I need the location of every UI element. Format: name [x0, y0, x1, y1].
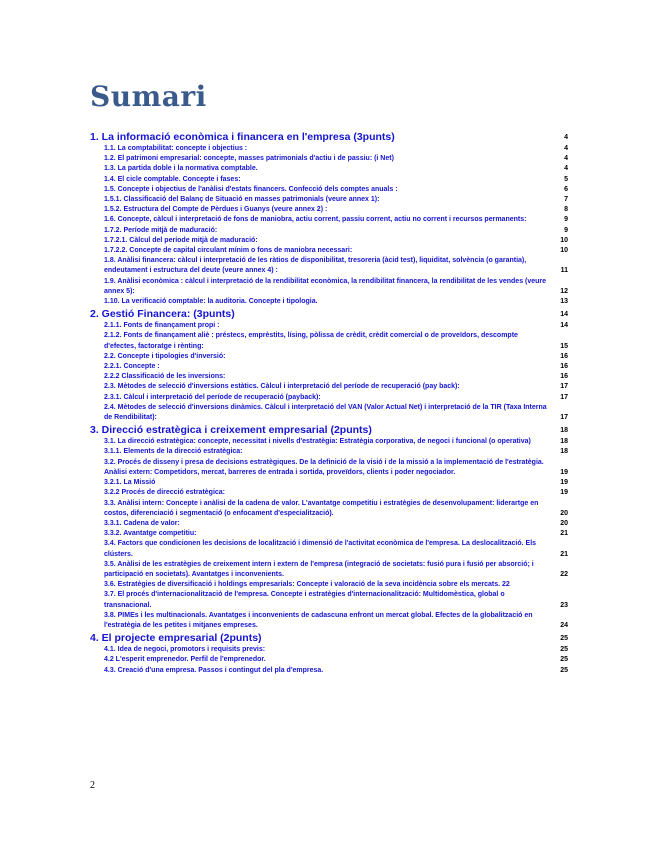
toc-entry[interactable] — [90, 499, 568, 519]
toc-entry[interactable] — [90, 154, 568, 164]
toc-entry-page: 10 — [560, 236, 568, 244]
toc-entry-page: 9 — [564, 216, 568, 224]
toc-entry-text: 4. El projecte empresarial (2punts) — [90, 632, 262, 645]
toc-entry-text: 1.5.2. Estructura del Compte de Pèrdues i Guanys (veure annex 2) : — [104, 206, 328, 214]
toc-entry-page: 20 — [560, 509, 568, 517]
toc-entry-text: 2.2. Concepte i tipologies d'inversió: — [104, 352, 226, 360]
toc-entry[interactable] — [90, 403, 568, 423]
toc-entry[interactable] — [90, 185, 568, 195]
toc-entry-text: 3.4. Factors que condicionen les decisions de localització i dimensió de l'activitat econòmica de l'empresa. La deslocalització. Els clústers. — [104, 540, 537, 558]
toc-entry-page: 21 — [560, 550, 568, 558]
toc-entry-text: 3.3.2. Avantatge competitiu: — [104, 530, 197, 538]
toc-entry-text: 3. Direcció estratègica i creixement empresarial (2punts) — [90, 424, 372, 437]
toc-entry[interactable] — [90, 632, 568, 645]
toc-entry[interactable] — [90, 488, 568, 498]
toc-entry[interactable] — [90, 580, 568, 590]
toc-entry-text: 3.1.1. Elements de la direcció estratègica: — [104, 448, 243, 456]
toc-entry-page: 23 — [560, 601, 568, 609]
toc-entry[interactable] — [90, 236, 568, 246]
toc-entry[interactable] — [90, 666, 568, 676]
toc-entry[interactable] — [90, 297, 568, 307]
toc-entry[interactable] — [90, 458, 568, 478]
toc-entry-page: 16 — [560, 352, 568, 360]
toc-entry[interactable] — [90, 478, 568, 488]
toc-entry[interactable] — [90, 529, 568, 539]
toc-entry[interactable] — [90, 331, 568, 351]
toc-entry[interactable] — [90, 382, 568, 392]
toc-entry[interactable] — [90, 611, 568, 631]
toc-entry[interactable] — [90, 560, 568, 580]
toc-entry-page: 19 — [560, 489, 568, 497]
toc-entry-page: 25 — [560, 635, 568, 643]
toc-entry-page: 17 — [560, 383, 568, 391]
toc-entry[interactable] — [90, 590, 568, 610]
toc-entry-text: 2.1.1. Fonts de finançament propi : — [104, 322, 220, 330]
toc-entry[interactable] — [90, 519, 568, 529]
toc-entry-page: 14 — [560, 322, 568, 330]
toc-entry-page: 4 — [564, 155, 568, 163]
toc-entry-text: 1.4. El cicle comptable. Concepte i fases: — [104, 175, 241, 183]
toc-entry[interactable] — [90, 277, 568, 297]
toc-entry[interactable] — [90, 393, 568, 403]
toc-entry[interactable] — [90, 195, 568, 205]
toc-entry-page: 4 — [564, 134, 568, 141]
toc-entry[interactable] — [90, 424, 568, 437]
toc-entry-text: 2.4. Mètodes de selecció d'inversions dinàmics. Càlcul i interpretació del VAN (Valor Actual Net) i interpretació de la TIR (Taxa Interna de Rendibilitat): — [104, 403, 547, 422]
toc-entry[interactable] — [90, 215, 568, 225]
toc-entry-page: 20 — [560, 519, 568, 527]
toc-entry[interactable] — [90, 164, 568, 174]
toc-entry-page: 4 — [564, 145, 568, 152]
toc-entry[interactable] — [90, 645, 568, 655]
toc-entry[interactable] — [90, 362, 568, 372]
toc-entry-text: 1. La informació econòmica i financera en l'empresa (3punts) — [90, 131, 395, 143]
toc-entry-text: 3.5. Anàlisi de les estratègies de creixement intern i extern de l'empresa (integració de societats: fusió pura i fusió per absorció; i participació en societats). Avantatges i inconvenients. — [104, 560, 534, 578]
toc-entry-page: 13 — [560, 298, 568, 306]
toc-entry-page: 18 — [560, 427, 568, 435]
toc-entry-page: 15 — [560, 342, 568, 350]
toc-entry-text: 4.1. Idea de negoci, promotors i requisits previs: — [104, 646, 266, 654]
toc-entry[interactable] — [90, 308, 568, 321]
toc-entry-text: 1.6. Concepte, càlcul i interpretació de fons de maniobra, actiu corrent, passiu corrent, actiu no corrent i recursos permanents: — [104, 216, 527, 224]
toc-entry-text: 2. Gestió Financera: (3punts) — [90, 308, 235, 321]
toc-entry[interactable] — [90, 539, 568, 559]
toc-entry-text: 3.8. PIMEs i les multinacionals. Avantatges i inconvenients de cadascuna enfront un mercat global. Efectes de la globalització en l'estratègia de les petites i mitjanes empreses. — [104, 611, 533, 629]
toc-entry[interactable] — [90, 144, 568, 154]
toc-entry-page: 12 — [560, 287, 568, 295]
toc-entry-page: 8 — [564, 206, 568, 214]
toc-entry-text: 1.5.1. Classificació del Balanç de Situació en masses patrimonials (veure annex 1): — [104, 196, 380, 204]
toc-entry-page: 25 — [560, 656, 568, 664]
toc-entry-page: 18 — [560, 448, 568, 456]
toc-entry[interactable] — [90, 131, 568, 144]
table-of-contents — [90, 130, 568, 676]
toc-entry-page: 19 — [560, 468, 568, 476]
toc-entry[interactable] — [90, 352, 568, 362]
toc-entry-page: 22 — [560, 570, 568, 578]
toc-entry-text: 3.3. Anàlisi intern: Concepte i anàlisi de la cadena de valor. L'avantatge competitiu i estratègies de desenvolupament: liderartge en costos, diferenciació i segmentació (o enfocament d'especialització). — [104, 499, 539, 517]
toc-entry-page: 24 — [560, 621, 568, 629]
toc-entry-page: 14 — [560, 311, 568, 319]
toc-entry-page: 9 — [564, 226, 568, 234]
toc-entry-text: 3.1. La direcció estratègica: concepte, necessitat i nivells d'estratègia: Estratègia corporativa, de negoci i funcional (o operativa) — [104, 438, 531, 446]
toc-entry[interactable] — [90, 226, 568, 236]
toc-entry-page: 6 — [564, 185, 568, 193]
toc-entry-text: 1.7.2.1. Càlcul del període mitjà de maduració: — [104, 236, 258, 244]
toc-entry-page: 18 — [560, 438, 568, 446]
toc-entry-text: 1.3. La partida doble i la normativa comptable. — [104, 165, 258, 173]
toc-entry-text: 1.5. Concepte i objectius de l'anàlisi d'estats financers. Confecció dels comptes anuals : — [104, 185, 398, 193]
toc-entry[interactable] — [90, 246, 568, 256]
toc-entry-page: 4 — [564, 165, 568, 173]
toc-entry-page: 21 — [560, 530, 568, 538]
toc-entry-text: 3.3.1. Cadena de valor: — [104, 519, 180, 527]
toc-entry-text: 1.7.2.2. Concepte de capital circulant mínim o fons de maniobra necessari: — [104, 247, 353, 255]
toc-entry-page: 16 — [560, 373, 568, 381]
toc-entry-text: 3.6. Estratègies de diversificació i holdings empresarials: Concepte i valoració de la seva incidència sobre els mercats. 22 — [104, 581, 510, 589]
toc-entry-page: 25 — [560, 666, 568, 674]
toc-entry-text: 3.2.1. La Missió — [104, 479, 156, 487]
toc-entry-text: 1.10. La verificació comptable: la auditoria. Concepte i tipologia. — [104, 298, 318, 306]
toc-entry[interactable] — [90, 321, 568, 331]
toc-entry-text: 1.7.2. Període mitjà de maduració: — [104, 226, 218, 234]
toc-entry-text: 1.1. La comptabilitat: concepte i objectius : — [104, 145, 248, 152]
toc-entry-page: 17 — [560, 393, 568, 401]
toc-entry-text: 3.2.2 Procés de direcció estratègica: — [104, 489, 226, 497]
toc-entry[interactable] — [90, 175, 568, 185]
toc-entry-text: 2.3.1. Càlcul i interpretació del període de recuperació (payback): — [104, 393, 321, 401]
toc-entry-text: 1.2. El patrimoni empresarial: concepte, masses patrimonials d'actiu i de passiu: (i Net) — [104, 155, 394, 163]
toc-entry-text: 2.3. Mètodes de selecció d'inversions estàtics. Càlcul i interpretació del període de recuperació (pay back): — [104, 383, 460, 391]
page-title: Sumari — [90, 80, 207, 113]
toc-entry[interactable] — [90, 256, 568, 276]
toc-entry-page: 19 — [560, 479, 568, 487]
toc-entry-text: 2.1.2. Fonts de finançament aliè : préstecs, emprèstits, lísing, pòlissa de crèdit, crèdit comercial o de proveïdors, descompte d'efectes, factoratge i rènting: — [104, 332, 518, 350]
toc-entry-text: 1.9. Anàlisi econòmica : càlcul i interpretació de la rendibilitat econòmica, la rendibilitat financera, la rendibilitat de les vendes (veure annex 5): — [104, 277, 547, 295]
toc-entry-text: 4.2 L'esperit emprenedor. Perfil de l'emprenedor. — [104, 656, 266, 664]
toc-entry-page: 16 — [560, 363, 568, 371]
toc-entry[interactable] — [90, 437, 568, 447]
toc-entry-page: 11 — [560, 267, 568, 275]
toc-entry-page: 17 — [560, 414, 568, 422]
toc-entry[interactable] — [90, 655, 568, 665]
toc-entry-text: 2.2.2 Classificació de les inversions: — [104, 373, 226, 381]
toc-entry-page: 7 — [564, 196, 568, 204]
toc-entry-text: 3.2. Procés de disseny i presa de decisions estratègiques. De la definició de la visió i de la missió a la implementació de l'estratègia. Anàlisi extern: Competidors, mercat, barreres de entrada i sortida, proveïdors, clients i poder negociador. — [104, 458, 544, 476]
toc-entry-page: 25 — [560, 646, 568, 654]
toc-entry-text: 3.7. El procés d'internacionalització de l'empresa. Concepte i estratègies d'internacionalització: Multidomèstica, global o transnacional. — [104, 591, 505, 609]
toc-entry-text: 1.8. Anàlisi financera: càlcul i interpretació de les ràtios de disponibilitat, tresoreria (àcid test), liquiditat, solvència (o garantia), endeutament i estructura del deute (veure annex 4) : — [104, 257, 527, 275]
toc-entry[interactable] — [90, 447, 568, 457]
toc-entry-text: 2.2.1. Concepte : — [104, 363, 160, 371]
toc-entry-page: 5 — [564, 175, 568, 183]
toc-entry-text: 4.3. Creació d'una empresa. Passos i contingut del pla d'empresa. — [104, 666, 324, 674]
page-number: 2 — [90, 780, 95, 791]
toc-entry[interactable] — [90, 372, 568, 382]
toc-entry-page: 10 — [560, 247, 568, 255]
toc-entry[interactable] — [90, 205, 568, 215]
